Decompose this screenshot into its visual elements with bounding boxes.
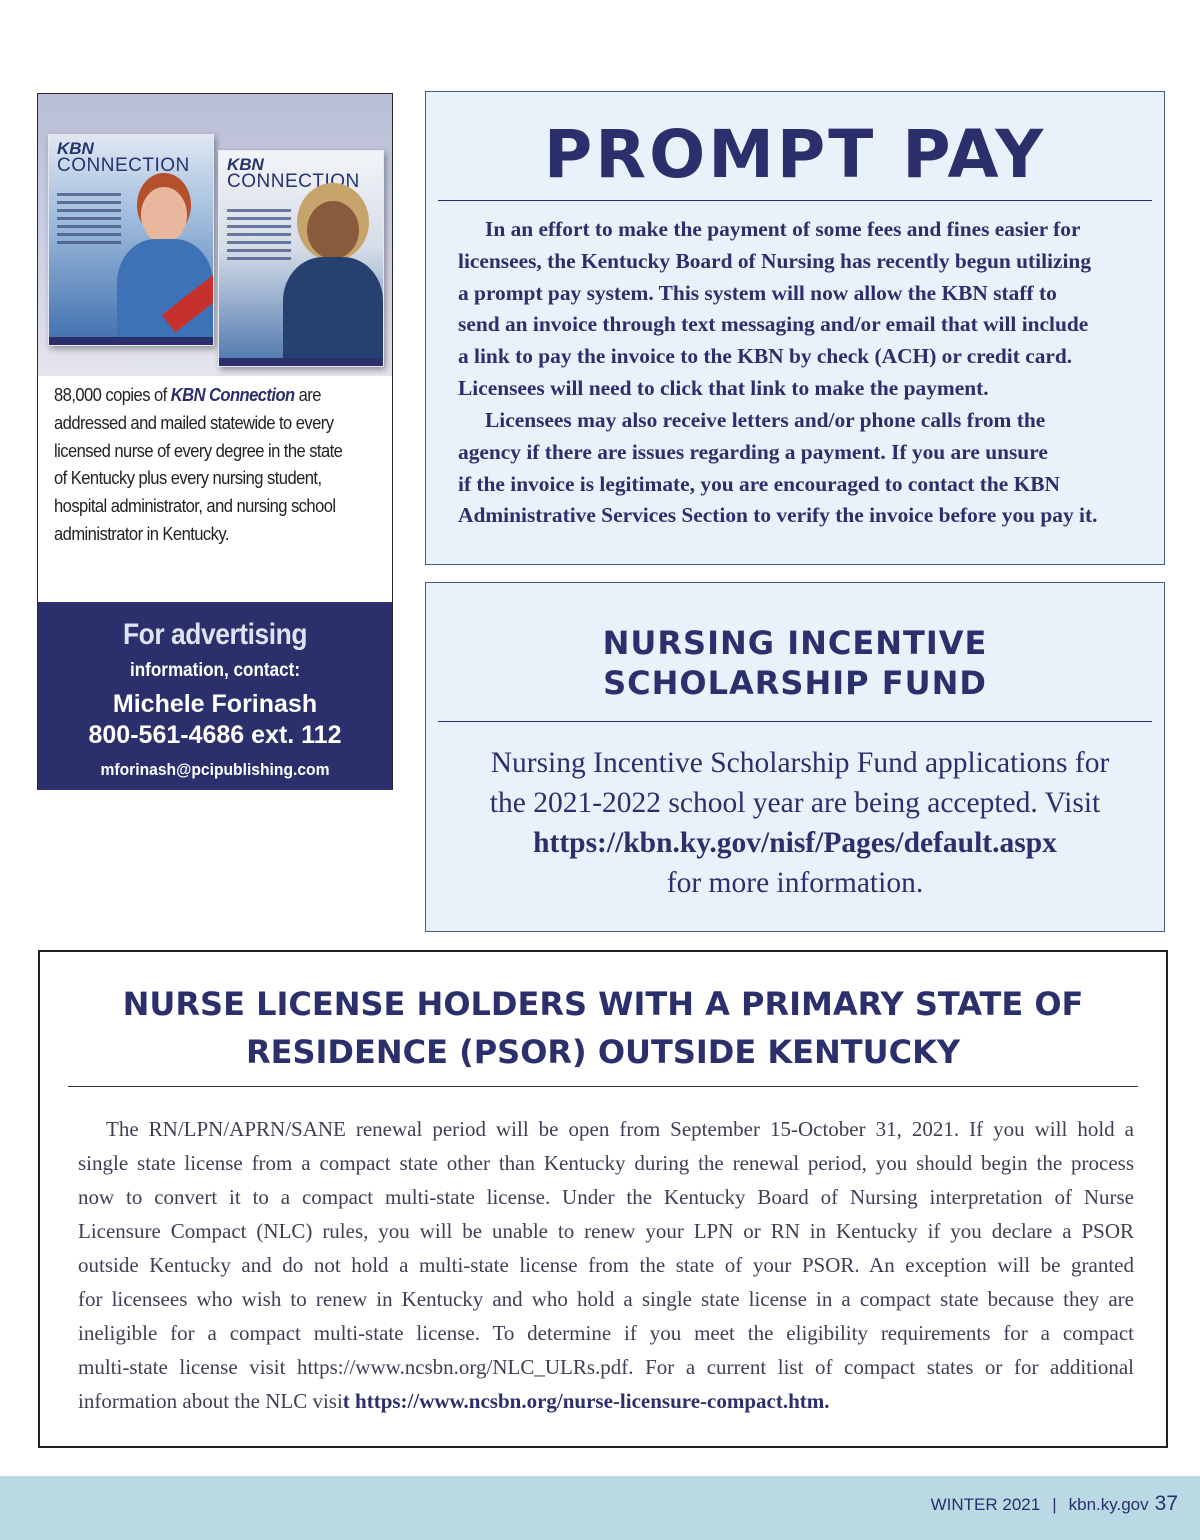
publication-name: KBN Connection [170,385,295,405]
contact-name: Michele Forinash [112,690,318,718]
cover-photo-nurse-body [283,257,383,367]
psor-section [38,950,1168,1448]
cover-masthead: KBN CONNECTION [227,155,360,193]
contact-phone: 800-561-4686 ext. 112 [88,721,342,749]
cover-masthead: KBN CONNECTION [57,139,190,177]
cover-headlines [57,193,121,249]
contact-subheading: information, contact: [129,660,301,681]
section-title: PROMPT PAY [543,116,1047,193]
section-title: NURSING INCENTIVE SCHOLARSHIP FUND [602,624,988,702]
page-number: 37 [1154,1492,1178,1515]
page-footer [0,1476,1200,1540]
advertising-contact [38,602,392,790]
issue-label: WINTER 2021 [930,1495,1041,1514]
divider [68,1086,1138,1087]
paragraph: The RN/LPN/APRN/SANE renewal period will be open from September 15-October 31, 2021. If you will hold a single state license from a compact state other than Kentucky during the renewal period, you should begin the process now to convert it to a compact multi-state license. Under the Kentucky Board of Nursing interpretation of Nurse Licensure Compact (NLC) rules, you will be unable to renew your LPN or RN in Kentucky if you declare a PSOR outside Kentucky and do not hold a multi-state license from the state of your PSOR. An exception will be granted for licensees who wish to renew in Kentucky and who hold a single state license in a compact state because they are ineligible for a compact multi-state license. To determine if you meet the eligibility requirements for a compact multi-state license visit https://www.ncsbn.org/NLC_ULRs.pdf. For a current list of compact states or for additional information about the NLC visit https://www.ncsbn.org/nurse-licensure-compact.htm. [78,1117,1134,1413]
nlc-url-link[interactable]: t https://www.ncsbn.org/nurse-licensure-compact.htm. [342,1389,830,1413]
paragraph: In an effort to make the payment of some fees and fines easier for licensees, the Kentucky Board of Nursing has recently begun utilizing a prompt pay system. This system will now allow the KBN staff to send an invoice through text messaging and/or email that will include a link to pay the invoice to the KBN by check (ACH) or credit card. Licensees will need to click that link to make the payment. [458,217,1092,400]
divider [438,721,1152,722]
cover-headlines [227,209,291,265]
site-link[interactable]: kbn.ky.gov [1068,1495,1149,1514]
prompt-pay-section [425,91,1165,565]
contact-email-link[interactable]: mforinash@pcipublishing.com [100,760,330,779]
divider [438,200,1152,201]
scholarship-url-link[interactable]: https://kbn.ky.gov/nisf/Pages/default.aspx [533,827,1057,859]
magazine-cover-2 [218,150,384,367]
footer-separator: | [1052,1495,1057,1514]
circulation-text: 88,000 copies of KBN Connection are addressed and mailed statewide to every licensed nurse of every degree in the state of Kentucky plus every nursing student, hospital administrator, and nursing school administrator in Kentucky. [54,385,343,544]
advertisement-box [37,93,393,790]
contact-heading: For advertising [122,618,308,651]
magazine-covers-image [38,94,392,376]
cover-photo-nurse-head [141,187,187,243]
section-title: NURSE LICENSE HOLDERS WITH A PRIMARY STATE OF RESIDENCE (PSOR) OUTSIDE KENTUCKY [122,985,1084,1071]
cover-photo-nurse-head [307,201,359,259]
paragraph: Licensees may also receive letters and/or phone calls from the agency if there are issues regarding a payment. If you are unsure if the invoice is legitimate, you are encouraged to contact the KBN Administrative Services Section to verify the invoice before you pay it. [458,408,1098,528]
magazine-cover-1 [48,134,214,346]
scholarship-fund-section [425,582,1165,932]
paragraph: Nursing Incentive Scholarship Fund applications for the 2021-2022 school year are being accepted. Visit https://kbn.ky.gov/nisf/Pages/default.aspx for more information. [426,743,1164,903]
